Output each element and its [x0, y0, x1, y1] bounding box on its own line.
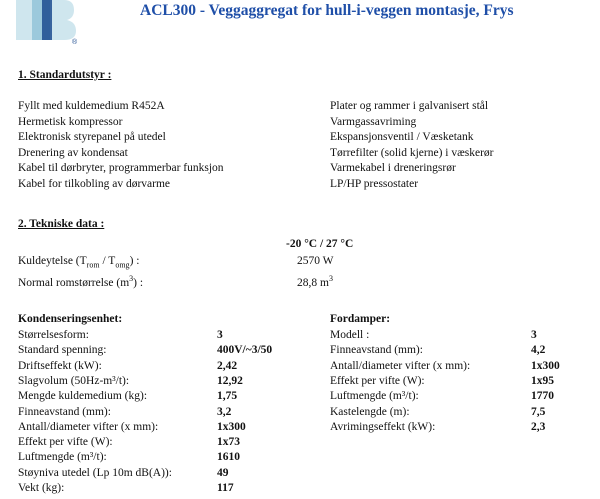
condenser-spec-value: 1,75	[217, 390, 238, 403]
company-logo	[12, 0, 82, 44]
evaporator-spec-value: 1x95	[531, 374, 554, 387]
condenser-spec-value: 400V/~3/50	[217, 344, 273, 357]
condenser-spec-label: Standard spenning:	[18, 344, 107, 357]
condenser-spec-label: Størrelsesform:	[18, 329, 89, 341]
evaporator-spec-value: 1x300	[531, 359, 560, 372]
condenser-spec-label: Slagvolum (50Hz-m³/t):	[18, 374, 130, 387]
condenser-spec-label: Effekt per vifte (W):	[18, 436, 113, 449]
condenser-spec-label: Luftmengde (m³/t):	[18, 451, 107, 464]
evaporator-spec-value: 3	[531, 329, 537, 341]
evaporator-spec-label: Antall/diameter vifter (x mm):	[330, 359, 471, 372]
evaporator-spec-value: 1770	[531, 390, 554, 403]
registered-mark: ®	[72, 39, 78, 44]
evaporator-spec-label: Avrimingseffekt (kW):	[330, 420, 436, 433]
condenser-spec-value: 1x300	[217, 420, 246, 433]
condenser-spec-value: 2,42	[217, 359, 238, 372]
page-title: ACL300 - Veggaggregat for hull-i-veggen montasje, Frys	[140, 2, 514, 19]
standard-equipment-left-item: Fyllt med kuldemedium R452A	[18, 100, 165, 112]
standard-equipment-right-item: Varmgassavriming	[330, 115, 417, 128]
condenser-heading: Kondenseringsenhet:	[18, 313, 123, 325]
standard-equipment-right-item: Varmekabel i dreneringsrør	[330, 162, 456, 174]
evaporator-spec-label: Modell :	[330, 329, 370, 341]
condenser-spec-value: 49	[217, 466, 229, 479]
evaporator-spec-label: Finneavstand (mm):	[330, 344, 423, 357]
standard-equipment-left-item: Elektronisk styrepanel på utedel	[18, 131, 166, 143]
operating-condition: -20 °C / 27 °C	[286, 238, 354, 250]
evaporator-spec-label: Effekt per vifte (W):	[330, 374, 425, 387]
evaporator-spec-value: 2,3	[531, 420, 546, 433]
standard-equipment-right-item: Tørrefilter (solid kjerne) i væskerør	[330, 146, 494, 159]
condenser-spec-label: Driftseffekt (kW):	[18, 359, 102, 372]
condenser-spec-value: 3,2	[217, 405, 232, 418]
condenser-spec-label: Antall/diameter vifter (x mm):	[18, 420, 159, 433]
standard-equipment-right-item: Ekspansjonsventil / Væsketank	[330, 131, 474, 143]
standard-equipment-left-item: Kabel til dørbryter, programmerbar funksjon	[18, 162, 224, 174]
standard-equipment-left-item: Kabel for tilkobling av dørvarme	[18, 177, 171, 190]
condenser-spec-label: Vekt (kg):	[18, 482, 65, 494]
evaporator-heading: Fordamper:	[330, 313, 391, 325]
standard-equipment-right-item: LP/HP pressostater	[330, 177, 419, 190]
condenser-spec-value: 117	[217, 482, 234, 494]
condenser-spec-value: 12,92	[217, 374, 243, 387]
condenser-spec-label: Støyniva utedel (Lp 10m dB(A)):	[18, 466, 172, 479]
capacity-label: Kuldeytelse $(T_{rom} / T_{omg})$ :	[18, 255, 140, 270]
evaporator-spec-value: 4,2	[531, 344, 546, 357]
room-size-value: 28,8 $m^3$	[297, 274, 333, 289]
condenser-spec-value: 3	[217, 329, 223, 341]
capacity-value: 2570 W	[297, 255, 334, 267]
standard-equipment-left-item: Hermetisk kompressor	[18, 115, 123, 128]
standard-equipment-right-item: Plater og rammer i galvanisert stål	[330, 100, 489, 112]
evaporator-spec-label: Luftmengde (m³/t):	[330, 390, 419, 403]
condenser-spec-value: 1610	[217, 451, 240, 464]
room-size-label: Normal romstørrelse $(m^3)$ :	[18, 274, 144, 289]
condenser-spec-label: Mengde kuldemedium (kg):	[18, 390, 148, 403]
condenser-spec-label: Finneavstand (mm):	[18, 405, 111, 418]
section-technical-data-heading: 2. Tekniske data :	[18, 218, 105, 230]
evaporator-spec-label: Kastelengde (m):	[330, 405, 410, 418]
evaporator-spec-value: 7,5	[531, 405, 546, 418]
section-standard-equipment-heading: 1. Standardutstyr :	[18, 69, 112, 81]
condenser-spec-value: 1x73	[217, 436, 240, 449]
standard-equipment-left-item: Drenering av kondensat	[18, 146, 128, 159]
